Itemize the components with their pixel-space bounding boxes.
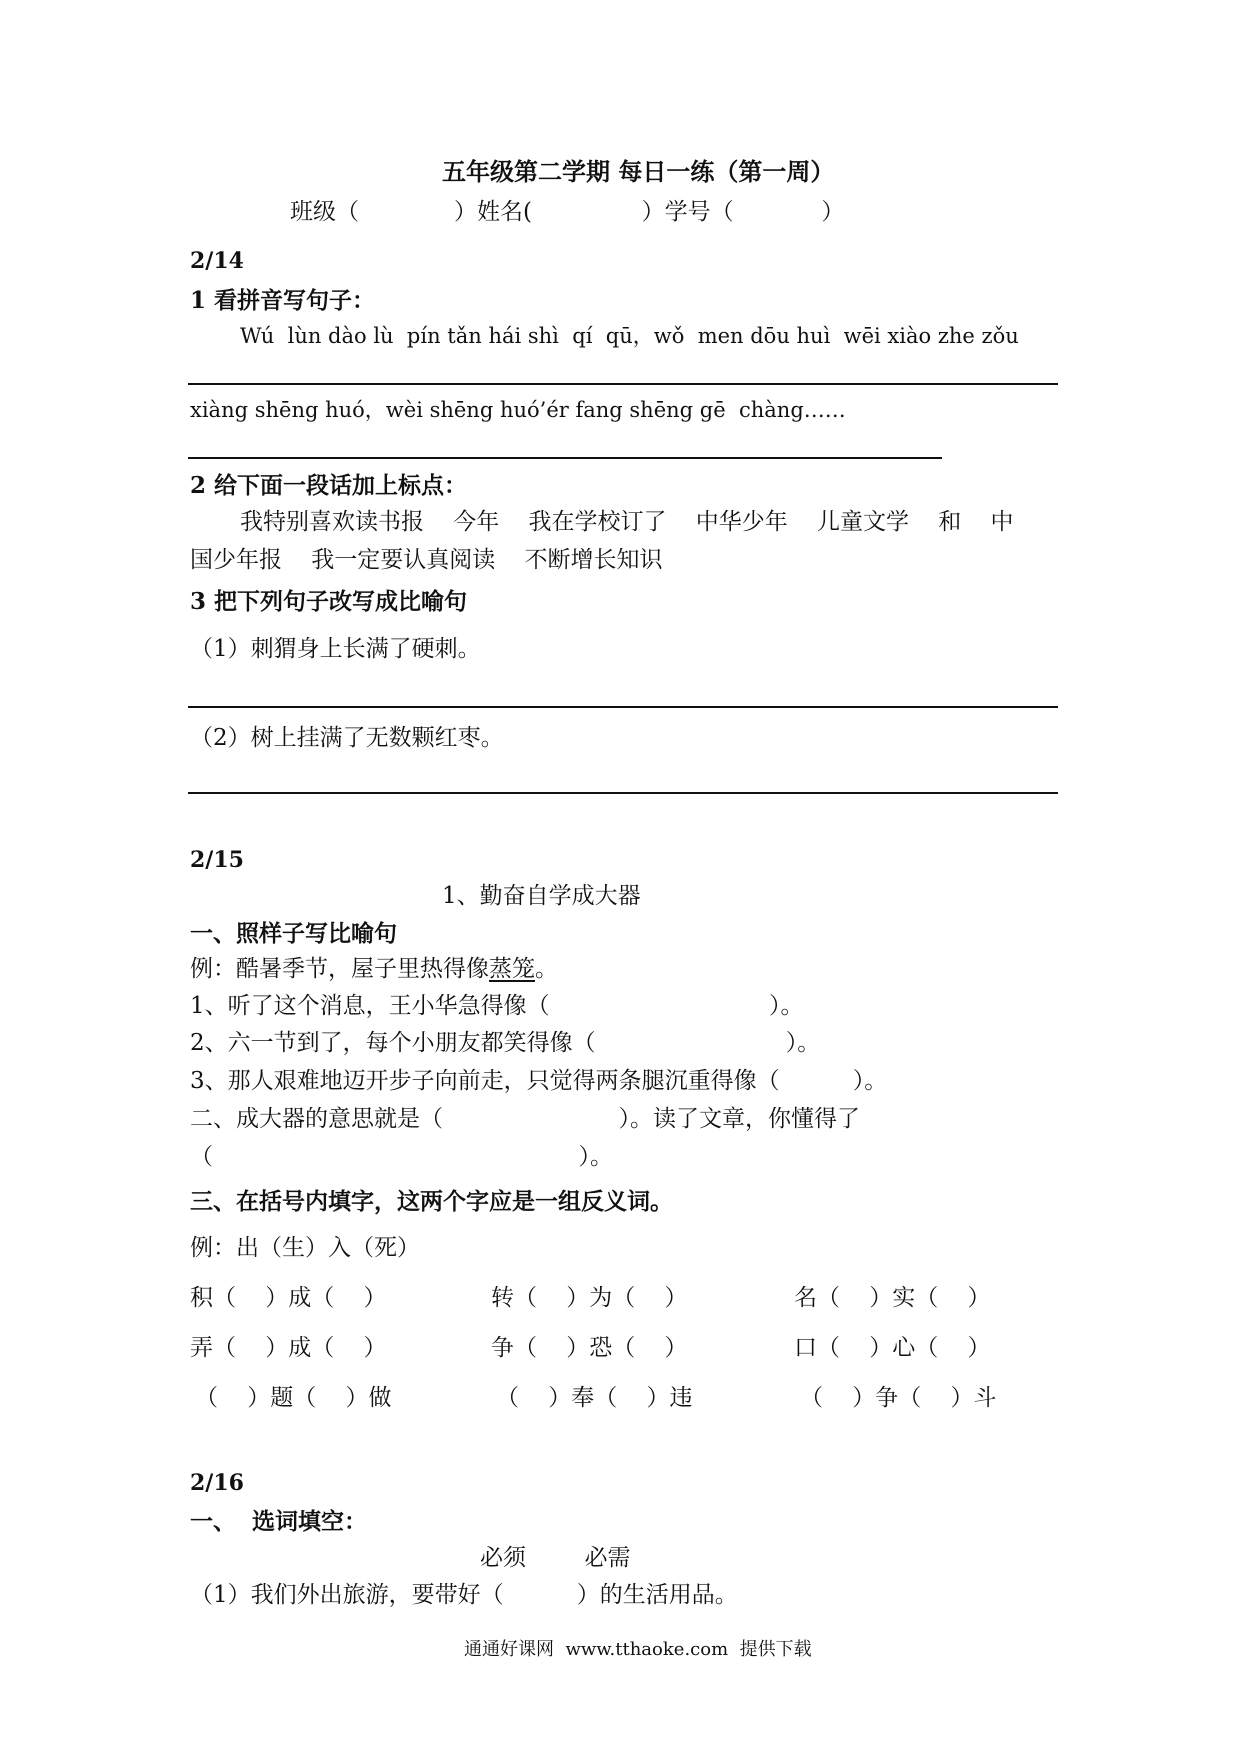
section-2-line-1: 二、成大器的意思就是（ ）。读了文章，你懂得了: [190, 1106, 860, 1132]
section-2-line-2: （ ）。: [190, 1144, 614, 1170]
antonym-item: 转（ ）为（ ）: [491, 1285, 688, 1311]
answer-line: [188, 383, 1058, 385]
pinyin-line-2: xiàng shēng huó，wèi shēng huó’ér fang shēng gē chàng……: [190, 398, 846, 422]
antonym-item: （ ）争（ ）斗: [800, 1385, 997, 1411]
simile-blank-1: 1、听了这个消息，王小华急得像（ ）。: [190, 993, 804, 1019]
answer-line: [188, 457, 942, 459]
antonym-item: （ ）奉（ ）违: [496, 1385, 693, 1411]
example-answer: 蒸笼: [489, 956, 535, 982]
question-3-title: 3 把下列句子改写成比喻句: [190, 588, 468, 615]
simile-blank-2: 2、六一节到了，每个小朋友都笑得像（ ）。: [190, 1030, 821, 1056]
date-2-14: 2/14: [190, 248, 244, 274]
student-info-line: 班级（ ）姓名( ）学号（ ）: [290, 199, 845, 225]
question-1-title: 1 看拼音写句子：: [190, 287, 376, 314]
worksheet-title: 五年级第二学期 每日一练（第一周）: [442, 157, 835, 186]
simile-item-1: （1）刺猬身上长满了硬刺。: [190, 636, 481, 662]
fill-in-item-1: （1）我们外出旅游，要带好（ ）的生活用品。: [190, 1582, 738, 1608]
antonym-item: 名（ ）实（ ）: [794, 1285, 991, 1311]
word-choices: 必须 必需: [480, 1545, 631, 1571]
day3-section-1-title: 一、 选词填空：: [190, 1508, 368, 1535]
simile-item-2: （2）树上挂满了无数颗红枣。: [190, 725, 504, 751]
punctuation-passage-line-2: 国少年报 我一定要认真阅读 不断增长知识: [190, 547, 663, 573]
answer-line: [188, 792, 1058, 794]
antonym-item: 积（ ）成（ ）: [190, 1285, 387, 1311]
date-2-15: 2/15: [190, 847, 244, 873]
antonym-example: 例：出（生）入（死）: [190, 1235, 420, 1261]
page-footer: 通通好课网 www.tthaoke.com 提供下载: [464, 1639, 812, 1660]
antonym-item: （ ）题（ ）做: [195, 1385, 392, 1411]
section-3-title: 三、在括号内填字，这两个字应是一组反义词。: [190, 1188, 673, 1215]
antonym-item: 口（ ）心（ ）: [794, 1335, 991, 1361]
simile-example: 例：酷暑季节，屋子里热得像蒸笼。: [190, 956, 558, 982]
lesson-title: 1、勤奋自学成大器: [442, 883, 641, 909]
section-1-title: 一、照样子写比喻句: [190, 920, 397, 947]
punctuation-passage-line-1: 我特别喜欢读书报 今年 我在学校订了 中华少年 儿童文学 和 中: [240, 509, 1014, 535]
answer-line: [188, 706, 1058, 708]
question-2-title: 2 给下面一段话加上标点：: [190, 472, 468, 499]
simile-blank-3: 3、那人艰难地迈开步子向前走，只觉得两条腿沉重得像（ ）。: [190, 1068, 888, 1094]
antonym-item: 弄（ ）成（ ）: [190, 1335, 387, 1361]
pinyin-line-1: Wú lùn dào lù pín tǎn hái shì qí qū，wǒ men dōu huì wēi xiào zhe zǒu: [240, 324, 1019, 348]
antonym-item: 争（ ）恐（ ）: [491, 1335, 688, 1361]
date-2-16: 2/16: [190, 1470, 244, 1496]
